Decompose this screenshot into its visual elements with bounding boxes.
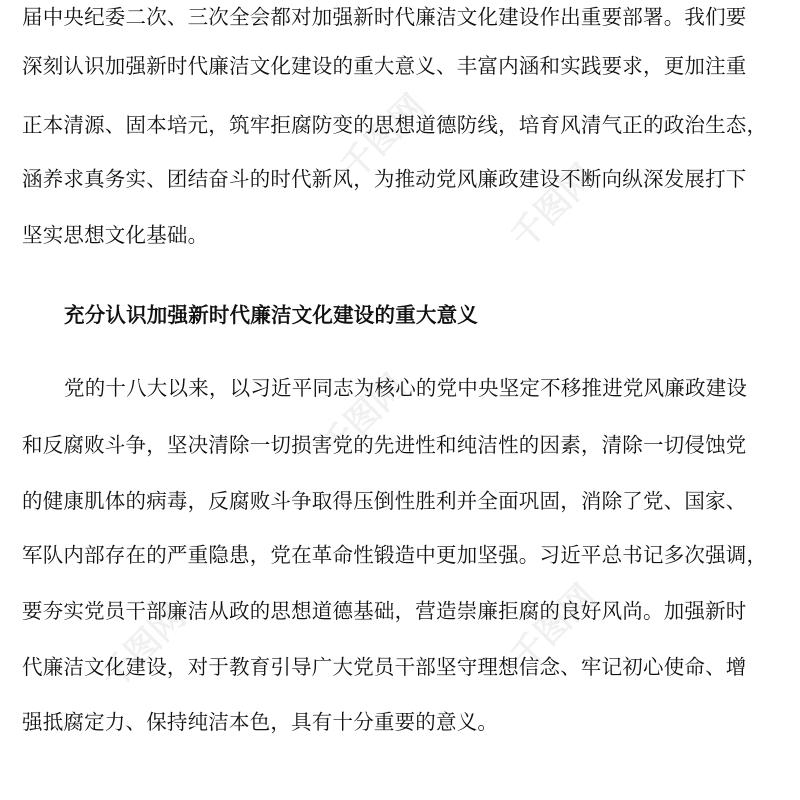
paragraph2-line: 要夯实党员干部廉洁从政的思想道德基础，营造崇廉拒腐的良好风尚。加强新时 — [22, 599, 747, 623]
paragraph2-line: 强抵腐定力、保持纯洁本色，具有十分重要的意义。 — [22, 710, 499, 734]
watermark: 千图网 — [333, 86, 434, 188]
paragraph1-line: 涵养求真务实、团结奋斗的时代新风，为推动党风廉政建设不断向纵深发展打下 — [22, 167, 747, 191]
paragraph1-line: 坚实思想文化基础。 — [22, 223, 209, 247]
paragraph2-line: 的健康肌体的病毒，反腐败斗争取得压倒性胜利并全面巩固，消除了党、国家、 — [22, 489, 747, 513]
paragraph1-line: 届中央纪委二次、三次全会都对加强新时代廉洁文化建设作出重要部署。我们要 — [22, 5, 747, 29]
watermark: 千图网 — [313, 366, 414, 468]
paragraph2-line: 代廉洁文化建设，对于教育引导广大党员干部坚守理想信念、牢记初心使命、增 — [22, 655, 747, 679]
paragraph2-line: 军队内部存在的严重隐患，党在革命性锻造中更加坚强。习近平总书记多次强调， — [22, 543, 768, 567]
watermark: 千图网 — [503, 576, 604, 678]
watermark: 千图网 — [503, 156, 604, 258]
watermark: 千图网 — [93, 596, 194, 698]
paragraph2-line: 和反腐败斗争，坚决清除一切损害党的先进性和纯洁性的因素，清除一切侵蚀党 — [22, 433, 747, 457]
section-heading: 充分认识加强新时代廉洁文化建设的重大意义 — [64, 303, 478, 327]
paragraph1-line: 深刻认识加强新时代廉洁文化建设的重大意义、丰富内涵和实践要求，更加注重 — [22, 54, 747, 78]
paragraph2-line: 党的十八大以来，以习近平同志为核心的党中央坚定不移推进党风廉政建设 — [64, 376, 748, 400]
paragraph1-line: 正本清源、固本培元，筑牢拒腐防变的思想道德防线，培育风清气正的政治生态， — [22, 113, 768, 137]
